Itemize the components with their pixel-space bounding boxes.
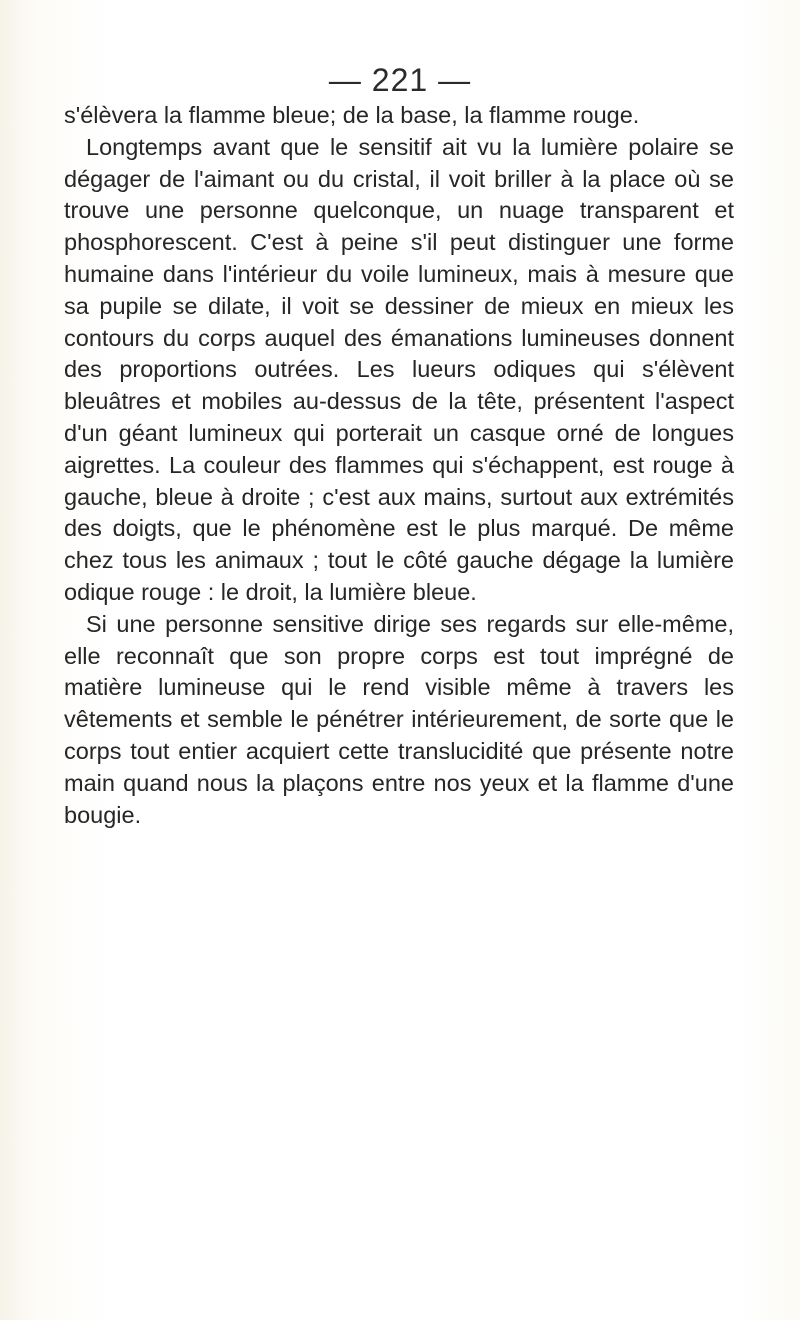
body-text xyxy=(64,100,734,831)
paragraph-self-observation: Si une personne sensitive dirige ses regards sur elle-même, elle reconnaît que son propre corps est tout imprégné de matière lumineuse qui le rend visible même à travers les vêtements et semble le pénétrer intérieurement, de sorte que le corps tout entier acquiert cette translucidité que présente notre main quand nous la plaçons entre nos yeux et la flamme d'une bougie. xyxy=(64,610,734,828)
paragraph-sensitive-perception: Longtemps avant que le sensitif ait vu la lumière polaire se dégager de l'aimant ou du cristal, il voit briller à la place où se trouve une personne quelconque, un nuage transparent et phosphorescent. C'est à peine s'il peut distinguer une forme humaine dans l'intérieur du voile lumineux, mais à mesure que sa pupile se dilate, il voit se dessiner de mieux en mieux les contours du corps auquel des émanations lumineuses donnent des proportions outrées. Les lueurs odiques qui s'élèvent bleuâtres et mobiles au-dessus de la tête, présentent l'aspect d'un géant lumineux qui porterait un casque orné de longues aigrettes. La couleur des flammes qui s'échappent, est rouge à gauche, bleue à droite ; c'est aux mains, surtout aux extrémités des doigts, que le phénomène est le plus marqué. De même chez tous les animaux ; tout le côté gauche dégage la lumière odique rouge : le droit, la lumière bleue. xyxy=(64,133,734,605)
page-number-header: — 221 — xyxy=(328,62,472,98)
paragraph-continuation: s'élèvera la flamme bleue; de la base, la flamme rouge. xyxy=(64,102,640,128)
